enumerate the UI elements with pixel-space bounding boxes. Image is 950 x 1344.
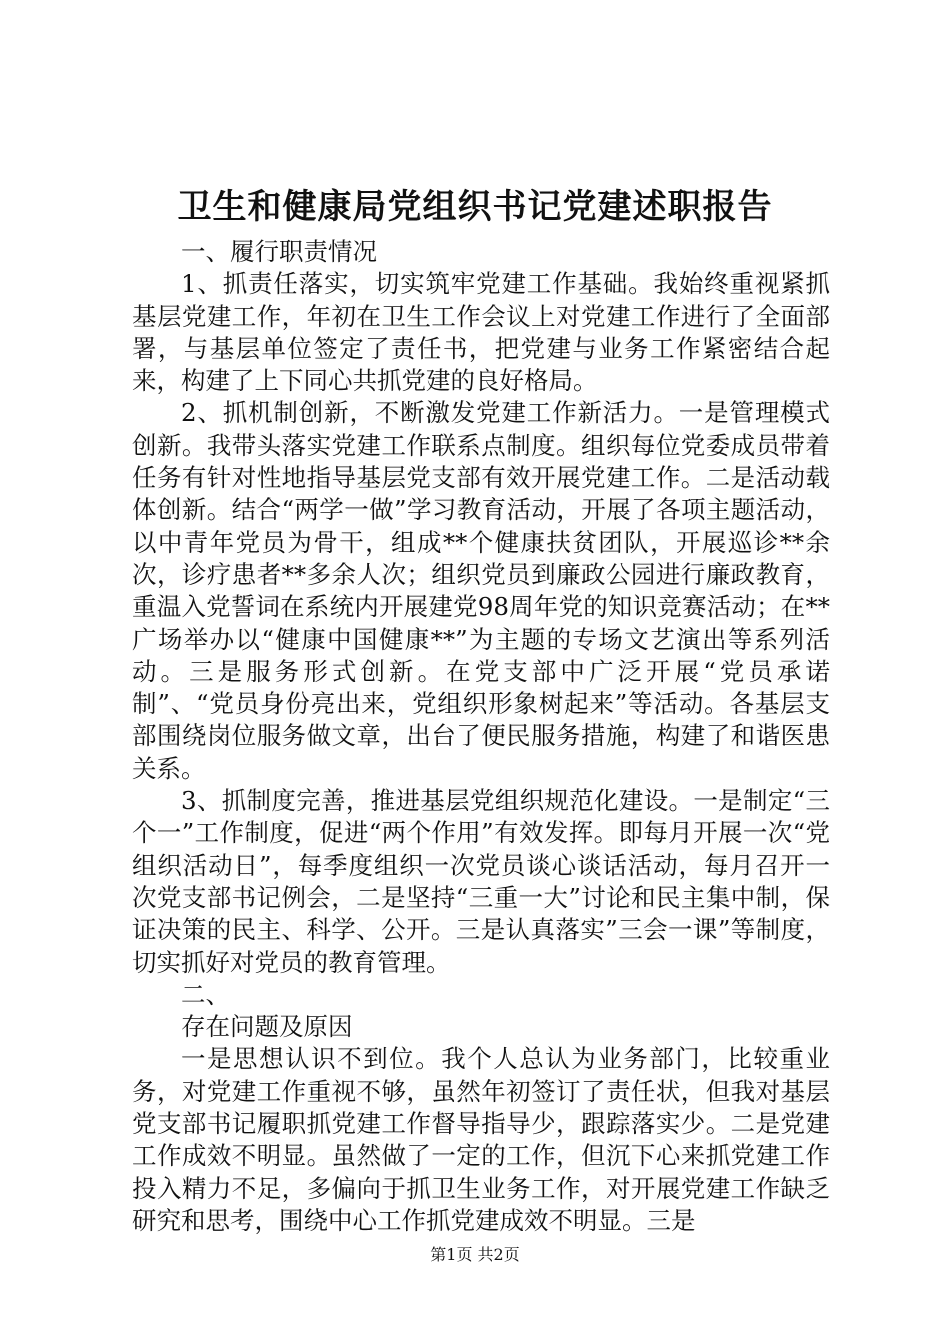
paragraph-problems: 一是思想认识不到位。我个人总认为业务部门，比较重业务，对党建工作重视不够，虽然年初签订了责任状，但我对基层党支部书记履职抓党建工作督导指导少，跟踪落实少。二是党建工作成效不明显。虽然做了一定的工作，但沉下心来抓党建工作投入精力不足，多偏向于抓卫生业务工作，对开展党建工作缺乏研究和思考，围绕中心工作抓党建成效不明显。三是 (132, 1044, 830, 1235)
document-body (132, 236, 830, 1237)
section-heading-duties: 一、履行职责情况 (181, 237, 377, 266)
section-heading-problems: 存在问题及原因 (181, 1012, 353, 1042)
section-number-two: 二、 (181, 979, 230, 1009)
paragraph-responsibility: 1、抓责任落实，切实筑牢党建工作基础。我始终重视紧抓基层党建工作，年初在卫生工作会议上对党建工作进行了全面部署，与基层单位签定了责任书，把党建与业务工作紧密结合起来，构建了上下同心共抓党建的良好格局。 (132, 269, 830, 396)
paragraph-mechanism: 2、抓机制创新，不断激发党建工作新活力。一是管理模式创新。我带头落实党建工作联系点制度。组织每位党委成员带着任务有针对性地指导基层党支部有效开展党建工作。二是活动载体创新。结合“两学一做”学习教育活动，开展了各项主题活动，以中青年党员为骨干，组成**个健康扶贫团队，开展巡诊**余次，诊疗患者**多余人次；组织党员到廉政公园进行廉政教育，重温入党誓词在系统内开展建党98周年党的知识竞赛活动；在**广场举办以“健康中国健康**”为主题的专场文艺演出等系列活动。三是服务形式创新。在党支部中广泛开展“党员承诺制”、“党员身份亮出来，党组织形象树起来”等活动。各基层支部围绕岗位服务做文章，出台了便民服务措施，构建了和谐医患关系。 (132, 398, 830, 783)
page-footer: 第1页 共2页 (430, 1245, 520, 1264)
document-title: 卫生和健康局党组织书记党建述职报告 (177, 187, 773, 227)
paragraph-system: 3、抓制度完善，推进基层党组织规范化建设。一是制定“三个一”工作制度，促进“两个作用”有效发挥。即每月开展一次“党组织活动日”，每季度组织一次党员谈心谈话活动，每月召开一次党支部书记例会，二是坚持“三重一大”讨论和民主集中制，保证决策的民主、科学、公开。三是认真落实”三会一课”等制度，切实抓好对党员的教育管理。 (132, 786, 830, 977)
